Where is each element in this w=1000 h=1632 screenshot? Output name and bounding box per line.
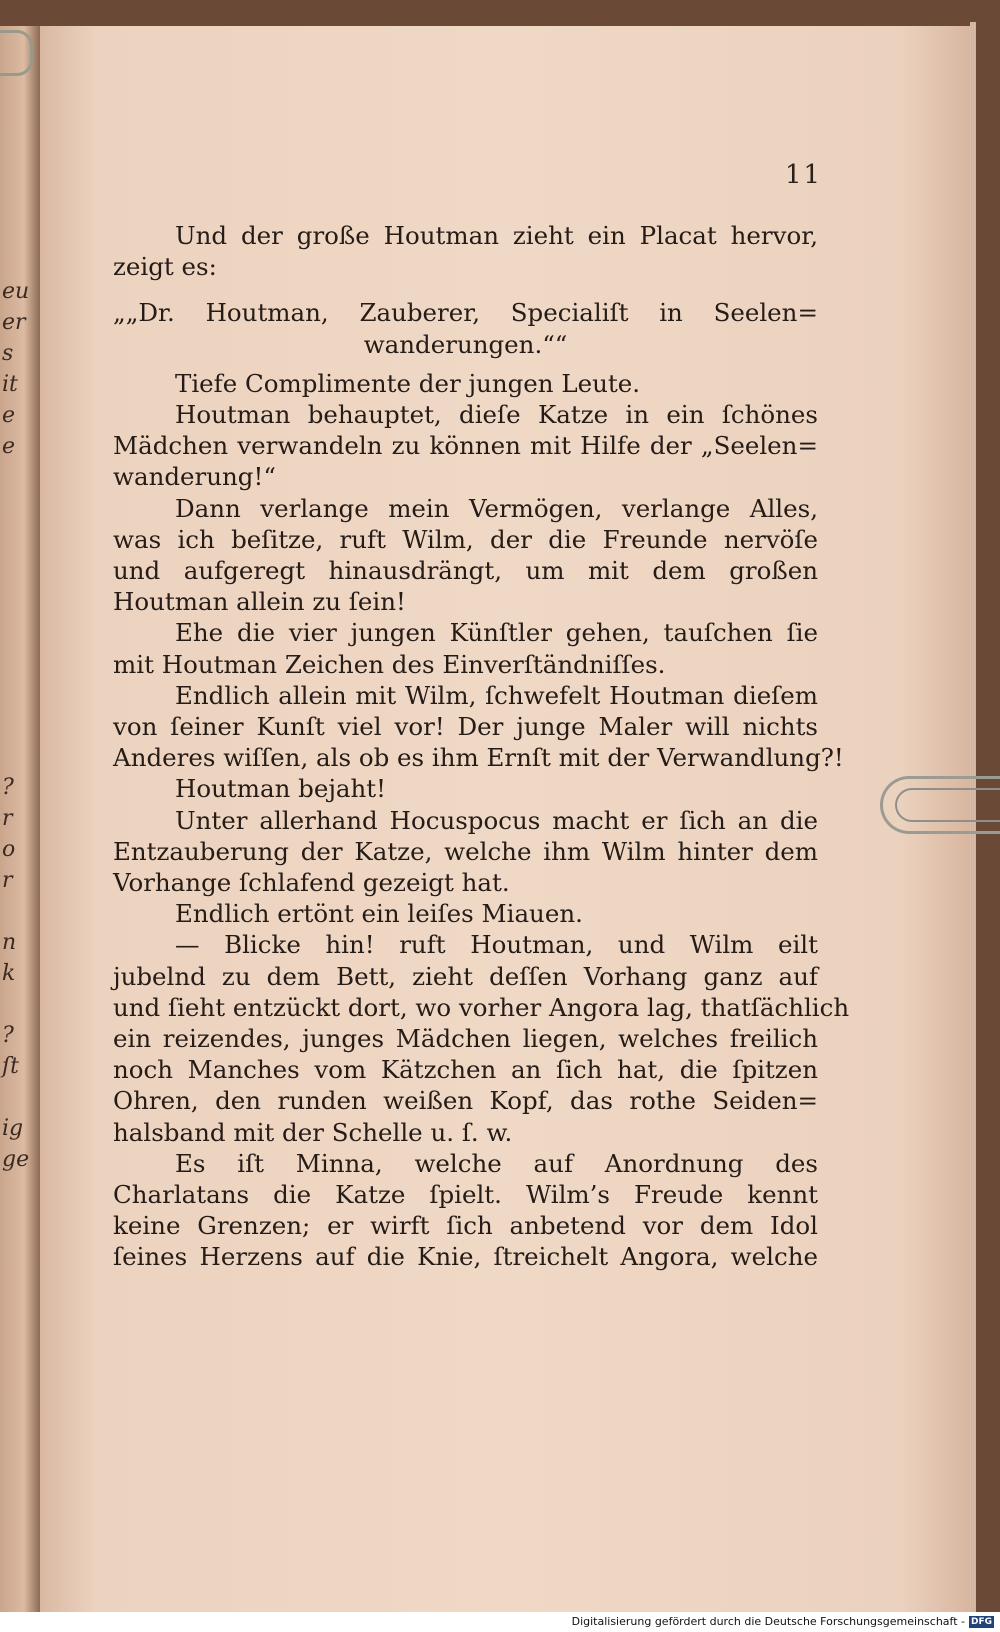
left-paper-clip xyxy=(0,30,33,76)
text-line: Charlatans die Katze ſpielt. Wilm’s Freude kennt xyxy=(113,1180,818,1209)
text-line: Anderes wiſſen, als ob es ihm Ernſt mit der Verwandlung?! xyxy=(113,743,844,773)
text-line: zeigt es: xyxy=(113,252,217,282)
margin-fragment: k xyxy=(2,961,16,986)
margin-fragment xyxy=(2,555,32,586)
margin-fragment: ? xyxy=(2,775,14,800)
margin-fragment xyxy=(2,679,32,710)
text-line: Ohren, den runden weißen Kopf, das rothe Seiden= xyxy=(113,1086,818,1116)
margin-fragment: it xyxy=(2,372,18,397)
text-line: „„Dr. Houtman, Zauberer, Specialiſt in Seelen= xyxy=(113,298,818,328)
margin-fragment: eu xyxy=(2,279,30,304)
margin-fragment xyxy=(2,524,32,555)
text-line: von ſeiner Kunſt viel vor! Der junge Maler will nichts xyxy=(113,712,818,741)
text-line: ſeines Herzens auf die Knie, ſtreichelt Angora, welche xyxy=(113,1242,818,1272)
margin-fragment: n xyxy=(2,930,17,955)
text-line: ein reizendes, junges Mädchen liegen, welches freilich xyxy=(113,1024,818,1053)
text-line: Ehe die vier jungen Künſtler gehen, tauſchen ſie xyxy=(175,618,818,648)
text-line: jubelnd zu dem Bett, zieht deſſen Vorhang ganz auf xyxy=(113,961,818,991)
left-margin-text xyxy=(2,276,32,1175)
text-line: wanderung!“ xyxy=(113,462,276,492)
text-line: Vorhange ſchlafend gezeigt hat. xyxy=(113,868,510,897)
margin-fragment: o xyxy=(2,837,16,862)
text-line: Endlich allein mit Wilm, ſchwefelt Houtman dieſem xyxy=(175,680,818,710)
text-line: und ſieht entzückt dort, wo vorher Angora lag, thatſächlich xyxy=(113,992,850,1022)
left-page-edge xyxy=(0,26,40,1612)
text-line: noch Manches vom Kätzchen an ſich hat, die ſpitzen xyxy=(113,1055,818,1085)
margin-fragment: e xyxy=(2,434,16,459)
text-line: Endlich ertönt ein leiſes Miauen. xyxy=(175,899,583,929)
page-number: 11 xyxy=(785,160,823,190)
footer-credit xyxy=(568,1614,994,1630)
margin-fragment xyxy=(2,462,32,493)
text-line: Und der große Houtman zieht ein Placat hervor, xyxy=(175,221,818,250)
margin-fragment xyxy=(2,493,32,524)
margin-fragment xyxy=(2,586,32,617)
text-line: halsband mit der Schelle u. ſ. w. xyxy=(113,1117,513,1147)
margin-fragment: ig xyxy=(2,1116,24,1141)
footer-text: Digitalisierung gefördert durch die Deutsche Forschungsgemeinschaft - xyxy=(571,1615,965,1628)
margin-fragment: ? xyxy=(2,1023,14,1048)
text-line: Houtman allein zu ſein! xyxy=(113,587,406,617)
margin-fragment xyxy=(2,1082,32,1113)
margin-fragment xyxy=(2,741,32,772)
text-line: was ich beſitze, ruft Wilm, der die Freunde nervöſe xyxy=(113,524,818,554)
margin-fragment xyxy=(2,648,32,679)
text-line: Dann verlange mein Vermögen, verlange Alles, xyxy=(175,493,818,523)
text-line: keine Grenzen; er wirft ſich anbetend vor dem Idol xyxy=(113,1211,818,1241)
text-line: Houtman bejaht! xyxy=(175,774,387,804)
dfg-logo: DFG xyxy=(970,1617,992,1627)
margin-fragment: r xyxy=(2,868,13,893)
text-line: Houtman behauptet, dieſe Katze in ein ſchönes xyxy=(175,400,818,429)
margin-fragment xyxy=(2,710,32,741)
margin-fragment xyxy=(2,896,32,927)
margin-fragment: ſt xyxy=(2,1054,19,1079)
text-line: Unter allerhand Hocuspocus macht er ſich an die xyxy=(175,805,818,835)
margin-fragment xyxy=(2,989,32,1020)
margin-fragment: r xyxy=(2,806,13,831)
margin-fragment xyxy=(2,617,32,648)
text-line: — Blicke hin! ruft Houtman, und Wilm eilt xyxy=(175,930,818,960)
text-line: Es iſt Minna, welche auf Anordnung des xyxy=(175,1148,818,1178)
text-line: wanderungen.““ xyxy=(363,329,568,359)
margin-fragment: ge xyxy=(2,1147,30,1172)
text-line: Entzauberung der Katze, welche ihm Wilm hinter dem xyxy=(113,836,818,866)
margin-fragment: e xyxy=(2,403,16,428)
text-line: mit Houtman Zeichen des Einverſtändniſſes. xyxy=(113,649,666,679)
text-line: Mädchen verwandeln zu können mit Hilfe der „Seelen= xyxy=(113,431,818,461)
margin-fragment: s xyxy=(2,341,14,366)
margin-fragment: er xyxy=(2,310,26,335)
text-line: Tiefe Complimente der jungen Leute. xyxy=(175,368,641,398)
paper-clip xyxy=(880,776,1000,834)
text-line: und aufgeregt hinausdrängt, um mit dem großen xyxy=(113,556,818,585)
